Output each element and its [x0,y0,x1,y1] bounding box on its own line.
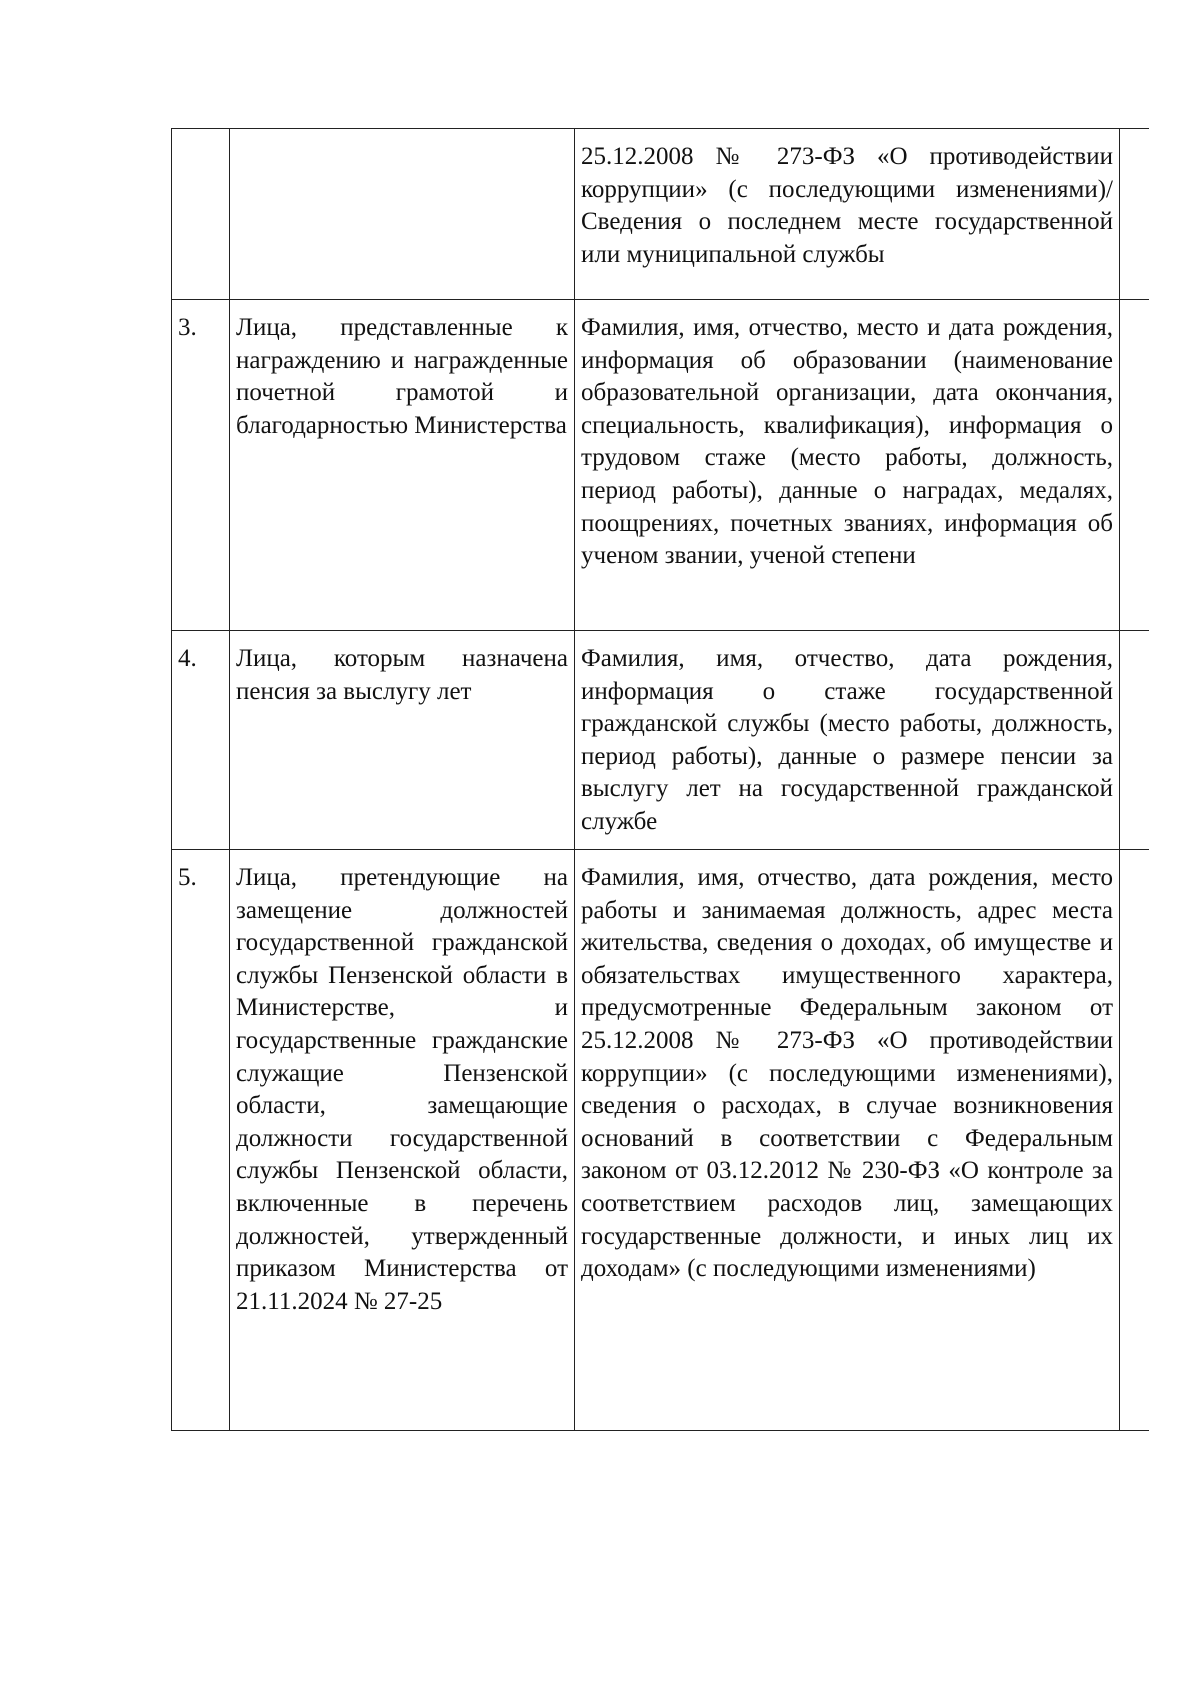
subject-category: Лица, представленные к награждению и награжденные почетной грамотой и благодарностью Министерства [236,314,568,439]
category-cell [230,850,575,1431]
row-number-cell [172,850,230,1431]
data-cell [575,850,1120,1431]
personal-data-table [171,128,1149,1431]
personal-data-list: Фамилия, имя, отчество, место и дата рождения, информация об образовании (наименование образовательной организации, дата окончания, специальность, квалификация), информация о трудовом стаже (место работы, должность, период работы), данные о наградах, медалях, поощрениях, почетных званиях, информация об ученом звании, ученой степени [581,314,1113,570]
personal-data-list: Фамилия, имя, отчество, дата рождения, информация о стаже государственной гражданской службы (место работы, должность, период работы), данные о размере пенсии за выслугу лет на государственной гражданской службе [581,645,1113,835]
extra-cell [1120,631,1149,850]
subject-category: Лица, претендующие на замещение должностей государственной гражданской службы Пензенской области в Министерстве, и государственные гражданские служащие Пензенской области, замещающие должности государственной службы Пензенской области, включенные в перечень должностей, утвержденный приказом Министерства от 21.11.2024 № 27-25 [236,864,568,1315]
table-row [172,129,1149,300]
category-cell [230,300,575,631]
category-cell [230,129,575,300]
row-number: 5. [178,864,197,891]
extra-cell [1120,300,1149,631]
extra-cell [1120,129,1149,300]
personal-data-list: Фамилия, имя, отчество, дата рождения, место работы и занимаемая должность, адрес места жительства, сведения о доходах, об имуществе и обязательствах имущественного характера, предусмотренные Федеральным законом от 25.12.2008 № 273-ФЗ «О противодействии коррупции» (с последующими изменениями), сведения о расходах, в случае возникновения оснований в соответствии с Федеральным законом от 03.12.2012 № 230-ФЗ «О контроле за соответствием расходов лиц, замещающих государственные должности, и иных лиц их доходам» (с последующими изменениями) [581,864,1113,1283]
row-number: 4. [178,645,197,672]
row-number-cell [172,129,230,300]
row-number-cell [172,300,230,631]
data-cell [575,300,1120,631]
row-number: 3. [178,314,197,341]
data-cell [575,631,1120,850]
data-cell [575,129,1120,300]
table-row [172,850,1149,1431]
table-row [172,300,1149,631]
subject-category: Лица, которым назначена пенсия за выслугу лет [236,645,568,705]
category-cell [230,631,575,850]
row-number-cell [172,631,230,850]
extra-cell [1120,850,1149,1431]
personal-data-list: 25.12.2008 № 273-ФЗ «О противодействии коррупции» (с последующими изменениями)/Сведения о последнем месте государственной или муниципальной службы [581,143,1113,268]
table-row [172,631,1149,850]
